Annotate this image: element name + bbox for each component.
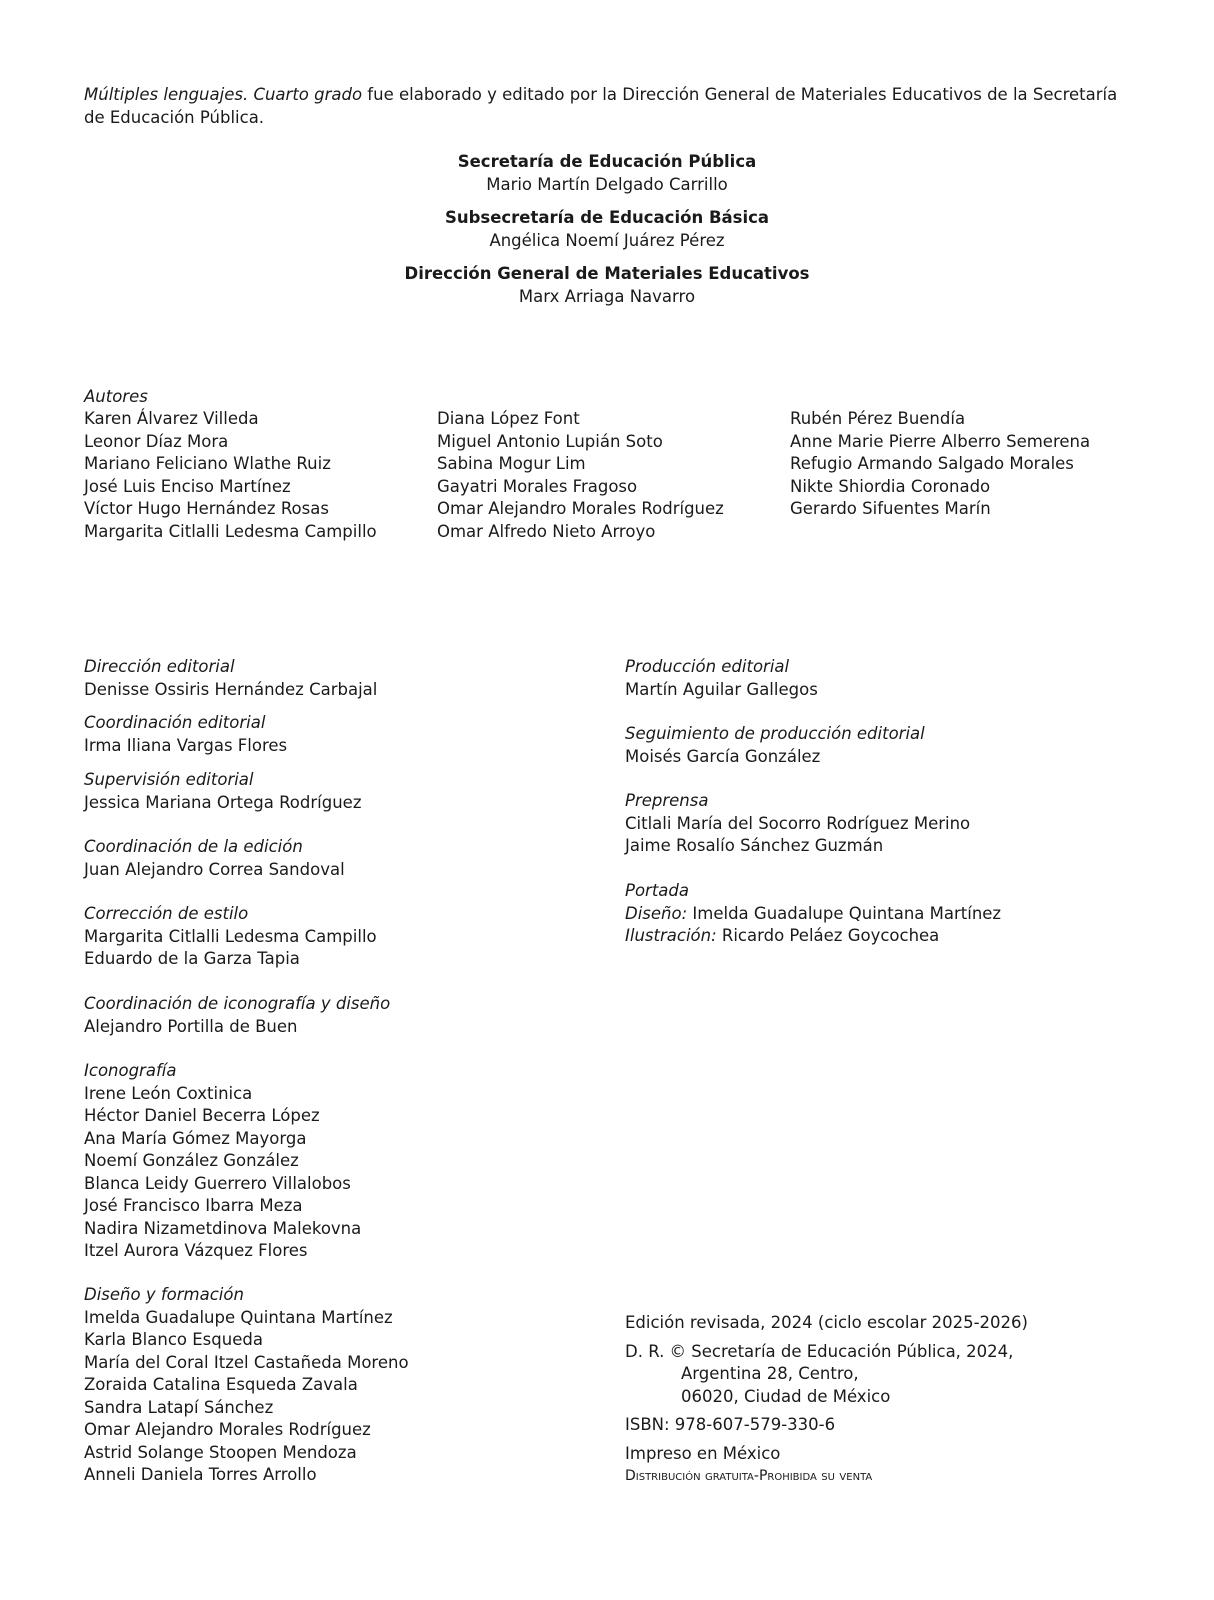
intro-text: fue elaborado y editado por la Dirección General de Materiales Educativos de la Secretaría de Educación Pública. [84,85,1118,127]
section-name: Jaime Rosalío Sánchez Guzmán [625,836,884,855]
section-title: Supervisión editorial [84,770,254,789]
autores-column-1 [84,408,377,543]
section-title: Coordinación de la edición [84,837,303,856]
section-name: Moisés García González [625,746,821,766]
author-name: Miguel Antonio Lupián Soto [437,431,663,451]
author-name: Mariano Feliciano Wlathe Ruiz [84,454,331,473]
edicion-line: Edición revisada, 2024 (ciclo escolar 2025-2026) [625,1313,1028,1332]
section-name: Denisse Ossiris Hernández Carbajal [84,679,378,699]
credit-person: Angélica Noemí Juárez Pérez [489,230,725,250]
address-line: 06020, Ciudad de México [681,1386,891,1406]
credit-org: Subsecretaría de Educación Básica [444,208,770,227]
section-coordinacion-edicion [84,836,345,881]
autores-label: Autores [84,387,148,406]
section-title: Corrección de estilo [84,904,249,923]
section-name: Martín Aguilar Gallegos [625,679,818,699]
book-title: Múltiples lenguajes. Cuarto grado [84,85,363,104]
author-name: Víctor Hugo Hernández Rosas [84,499,329,518]
section-name: Margarita Citlalli Ledesma Campillo [84,926,377,946]
section-name: Nadira Nizametdinova Malekovna [84,1218,362,1238]
author-name: Karen Álvarez Villeda [84,409,259,428]
credit-sep [0,151,1214,196]
section-name: Blanca Leidy Guerrero Villalobos [84,1173,351,1193]
isbn-line: ISBN: 978-607-579-330-6 [625,1415,836,1434]
author-name: Sabina Mogur Lim [437,454,586,473]
section-name: Zoraida Catalina Esqueda Zavala [84,1375,358,1394]
portada-ilustracion [625,925,1001,948]
section-name: Irma Iliana Vargas Flores [84,735,288,755]
section-title: Seguimiento de producción editorial [625,724,925,743]
credit-org: Secretaría de Educación Pública [457,152,757,171]
author-name: Leonor Díaz Mora [84,431,229,451]
section-name: Astrid Solange Stoopen Mendoza [84,1442,357,1462]
section-name: Sandra Latapí Sánchez [84,1397,274,1417]
credit-seb [0,207,1214,252]
portada-diseno-name: Imelda Guadalupe Quintana Martínez [687,903,1002,923]
credit-person: Marx Arriaga Navarro [518,286,696,306]
section-name: José Francisco Ibarra Meza [84,1196,303,1215]
credit-person: Mario Martín Delgado Carrillo [486,174,728,194]
section-portada [625,880,1001,948]
portada-ilustracion-name: Ricardo Peláez Goycochea [716,926,940,945]
autores-column-3 [790,408,1090,521]
intro-paragraph [84,84,1134,129]
author-name: Gayatri Morales Fragoso [437,476,638,496]
author-name: Omar Alfredo Nieto Arroyo [437,521,656,541]
portada-ilustracion-label: Ilustración: [625,926,717,945]
autores-column-2 [437,408,724,543]
section-name: Héctor Daniel Becerra López [84,1106,320,1125]
author-name: Diana López Font [437,409,580,428]
section-title: Coordinación de iconografía y diseño [84,994,391,1013]
credit-dgme [0,263,1214,308]
author-name: Refugio Armando Salgado Morales [790,454,1074,473]
section-name: Eduardo de la Garza Tapia [84,949,300,968]
author-name: Anne Marie Pierre Alberro Semerena [790,431,1091,451]
section-title: Diseño y formación [84,1285,244,1304]
section-title: Coordinación editorial [84,713,266,732]
section-coordinacion-iconografia [84,993,390,1038]
section-name: María del Coral Itzel Castañeda Moreno [84,1352,409,1372]
section-direccion-editorial [84,656,377,701]
section-title: Producción editorial [625,657,790,676]
section-diseno-formacion [84,1284,409,1487]
author-name: Rubén Pérez Buendía [790,409,966,428]
author-name: Nikte Shiordia Coronado [790,476,991,496]
section-name: Irene León Coxtinica [84,1083,253,1103]
section-name: Citlali María del Socorro Rodríguez Merino [625,813,971,833]
dr-line: D. R. © Secretaría de Educación Pública, 2024, [625,1341,1014,1361]
section-iconografia [84,1060,361,1263]
section-name: Anneli Daniela Torres Arrollo [84,1465,317,1484]
author-name: Margarita Citlalli Ledesma Campillo [84,521,377,541]
address-line: Argentina 28, Centro, [681,1364,859,1383]
section-name: Itzel Aurora Vázquez Flores [84,1241,308,1260]
section-name: Ana María Gómez Mayorga [84,1128,307,1148]
section-produccion-editorial [625,656,818,701]
credit-org: Dirección General de Materiales Educativos [404,264,810,283]
institution-credits [0,151,1214,319]
section-title: Portada [625,881,689,900]
section-title: Preprensa [625,791,709,810]
section-name: Imelda Guadalupe Quintana Martínez [84,1307,393,1327]
author-name: Gerardo Sifuentes Marín [790,499,991,518]
section-title: Iconografía [84,1061,177,1080]
section-title: Dirección editorial [84,657,235,676]
section-seguimiento-produccion [625,723,925,768]
section-name: Juan Alejandro Correa Sandoval [84,859,345,879]
portada-diseno [625,903,1001,926]
section-preprensa [625,790,970,858]
section-name: Omar Alejandro Morales Rodríguez [84,1420,371,1439]
section-name: Karla Blanco Esqueda [84,1330,263,1349]
colophon [625,1312,1028,1488]
impreso-line: Impreso en México [625,1443,781,1463]
section-supervision-editorial [84,769,362,814]
section-name: Noemí González González [84,1151,299,1170]
section-correccion-estilo [84,903,377,971]
portada-diseno-label: Diseño: [625,903,688,923]
section-coordinacion-editorial [84,712,287,757]
author-name: José Luis Enciso Martínez [84,476,291,496]
distribucion-line: Distribución gratuita-Prohibida su venta [625,1468,873,1484]
section-name: Jessica Mariana Ortega Rodríguez [84,792,362,812]
section-name: Alejandro Portilla de Buen [84,1016,298,1036]
author-name: Omar Alejandro Morales Rodríguez [437,499,724,518]
